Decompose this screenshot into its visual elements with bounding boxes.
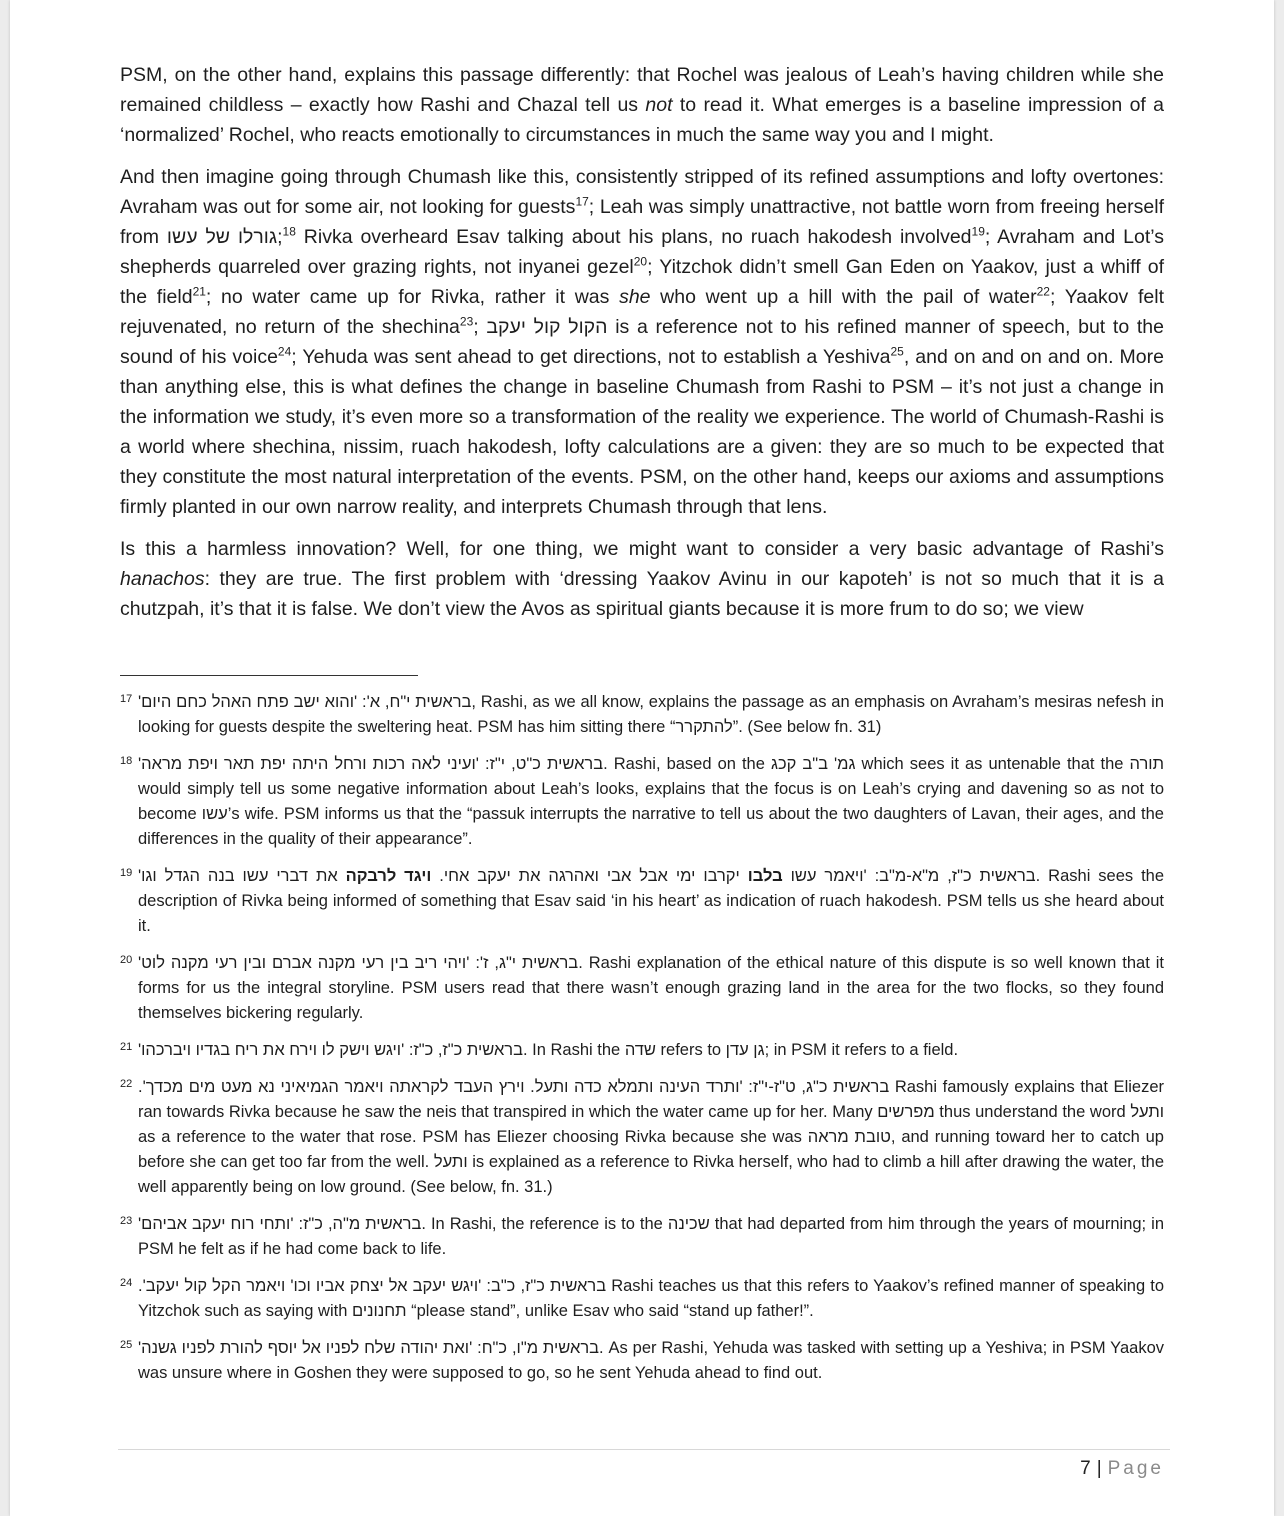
footnote-number: 25 — [120, 1339, 133, 1351]
footnote-ref-24[interactable]: 24 — [277, 344, 292, 359]
text-run: ; Leah was simply unattractive, not battle worn from freeing herself from — [120, 196, 1164, 248]
footnote-25 — [120, 1336, 1164, 1386]
text-run: . In Rashi the — [523, 1041, 625, 1059]
footnote-ref-21[interactable]: 21 — [192, 284, 206, 299]
hebrew-text: בראשית כ"ז, כ"ז: 'ויגש וישק לו וירח את ריח בגדיו ויברכהו' — [138, 1041, 523, 1059]
text-run: , Rashi, as we all know, explains the passage as an emphasis on Avraham’s mesiras nefesh in looking for guests despite the sweltering heat. PSM has him sitting there “ — [138, 693, 1164, 736]
footnote-ref-22[interactable]: 22 — [1036, 284, 1050, 299]
footnote-number: 17 — [120, 693, 133, 705]
footnote-18 — [120, 752, 1164, 852]
hebrew-text: טובת מראה — [807, 1128, 891, 1146]
text-run: . In Rashi, the reference is to the — [421, 1215, 668, 1233]
text-run: is explained as a reference to Rivka herself, who had to climb a hill after drawing the water, the well apparently being on low ground. (See below, fn. 31.) — [138, 1153, 1165, 1196]
text-run: would simply tell us some negative information about Leah’s looks, explains that the focus is on Leah’s crying and davening so as not to become — [138, 780, 1164, 823]
hebrew-text: בראשית כ"ז, מ"א-מ"ב: 'ויאמר עשו — [782, 867, 1036, 885]
text-run: ; Avraham and Lot’s shepherds quarreled over grazing rights, not inyanei gezel — [120, 226, 1164, 278]
text-run: to read it. What emerges is a baseline impression of a ‘normalized’ Rochel, who reacts emotionally to circumstances in much the same way you and I might. — [120, 94, 1165, 146]
hebrew-bold-text: בלבו — [747, 867, 783, 885]
text-run: , and on and on and on. More than anything else, this is what defines the change in baseline Chumash from Rashi to PSM – it’s not just a change in the information we study, it’s even more so a transformation of the reality we experience. The world of Chumash-Rashi is a world where shechina, nissim, ruach hakodesh, lofty calculations are a given: they are so much to be expected that they constitute the most natural interpretation of the events. PSM, on the other hand, keeps our axioms and assumptions firmly planted in our own narrow reality, and interprets Chumash through that lens. — [120, 346, 1164, 518]
hebrew-text: גמ' ב"ב קכג — [770, 755, 856, 773]
footnote-20 — [120, 951, 1164, 1026]
text-run: refers to — [655, 1041, 726, 1059]
footnote-ref-20[interactable]: 20 — [633, 254, 648, 269]
paragraph-2 — [120, 162, 1164, 522]
document-page — [10, 0, 1274, 1516]
hebrew-text: להתקרר — [675, 718, 733, 736]
text-run: Is this a harmless innovation? Well, for one thing, we might want to consider a very basic advantage of Rashi’s — [120, 538, 1164, 560]
footnote-number: 24 — [120, 1277, 133, 1289]
hebrew-text: בראשית כ"ט, י"ז: 'ועיני לאה רכות ורחל היתה יפת תאר ויפת מראה' — [138, 755, 604, 773]
text-run: And then imagine going through Chumash like this, consistently stripped of its refined assumptions and lofty overtones: Avraham was out for some air, not looking for guests — [120, 166, 1164, 218]
paragraph-1 — [120, 60, 1164, 150]
footnote-number: 19 — [120, 867, 133, 879]
text-run: ; in PSM it refers to a field. — [764, 1041, 959, 1059]
hebrew-text: גורלו של עשו — [166, 226, 278, 248]
text-run: Rashi teaches us that this refers to Yaakov’s refined manner of speaking to Yitzchok such as saying with — [138, 1277, 1164, 1320]
text-run: as a reference to the water that rose. PSM has Eliezer choosing Rivka because she was — [138, 1128, 808, 1146]
hebrew-text: הקול קול יעקב — [486, 316, 608, 338]
text-run: is a reference not to his refined manner of speech, but to the sound of his voice — [120, 316, 1164, 368]
footnote-ref-25[interactable]: 25 — [890, 344, 904, 359]
hebrew-text: ותעל — [433, 1153, 468, 1171]
page-footer — [1080, 1457, 1164, 1481]
hebrew-text: מפרשים — [877, 1103, 935, 1121]
footnote-19 — [120, 864, 1164, 939]
text-run: ; — [277, 226, 283, 248]
text-run: that had departed from him through the years of mourning; in PSM he felt as if he had come back to life. — [138, 1215, 1164, 1258]
page-separator: | — [1096, 1458, 1102, 1479]
footnote-17 — [120, 690, 1164, 740]
text-run: . Rashi explanation of the ethical nature of this dispute is so well known that it forms for us the integral storyline. PSM users read that there wasn’t enough grazing land in the area for the two flocks, so they found themselves bickering regularly. — [138, 954, 1165, 1022]
footnote-number: 22 — [120, 1078, 133, 1090]
footnote-separator — [120, 675, 418, 676]
hebrew-text: בראשית מ"ו, כ"ח: 'ואת יהודה שלח לפניו אל יוסף להורת לפניו גשנה' — [138, 1339, 600, 1357]
footnote-number: 21 — [120, 1041, 133, 1053]
text-run: thus understand the word — [934, 1103, 1131, 1121]
hebrew-text: שכינה — [667, 1215, 710, 1233]
hebrew-quote — [138, 867, 1036, 885]
text-run: , and running toward her to catch up before she can get too far from the well. — [138, 1128, 1164, 1171]
text-run: ; Yitzchok didn’t smell Gan Eden on Yaakov, just a whiff of the field — [120, 256, 1164, 308]
hebrew-text: בראשית י"ג, ז': 'ויהי ריב בין רעי מקנה אברם ובין רעי מקנה לוט' — [138, 954, 579, 972]
page-number: 7 — [1080, 1458, 1091, 1479]
text-run: . As per Rashi, Yehuda was tasked with setting up a Yeshiva; in PSM Yaakov was unsure where in Goshen they were supposed to go, so he sent Yehuda ahead to find out. — [138, 1339, 1164, 1382]
footnote-21 — [120, 1038, 1164, 1063]
hebrew-bold-text: ויגד לרבקה — [345, 867, 432, 885]
emphasis: not — [645, 94, 673, 116]
text-run: Rashi famously explains that Eliezer ran towards Rivka because he saw the neis that transpired in which the water came up for her. Many — [138, 1078, 1164, 1121]
text-run: ; — [473, 316, 487, 338]
text-run: PSM, on the other hand, explains this passage differently: that Rochel was jealous of Leah’s having children while she remained childless – exactly how Rashi and Chazal tell us — [120, 64, 1164, 116]
footnote-number: 23 — [120, 1215, 133, 1227]
footnote-24 — [120, 1274, 1164, 1324]
text-run: which sees it as untenable that the — [855, 755, 1130, 773]
emphasis: she — [619, 286, 651, 308]
footnote-ref-18[interactable]: 18 — [282, 224, 296, 239]
footnote-ref-23[interactable]: 23 — [459, 314, 474, 329]
hebrew-text: גן עדן — [725, 1041, 765, 1059]
emphasis: hanachos — [120, 568, 205, 590]
hebrew-text: ותעל — [1130, 1103, 1165, 1121]
hebrew-text: בראשית מ"ה, כ"ז: 'ותחי רוח יעקב אביהם' — [138, 1215, 422, 1233]
text-run: ; no water came up for Rivka, rather it was — [205, 286, 620, 308]
hebrew-text: בראשית כ"ג, ט"ז-י"ז: 'ותרד העינה ותמלא כדה ותעל. וירץ העבד לקראתה ויאמר הגמיאיני נא מעט מים מכדך'. — [138, 1078, 890, 1096]
hebrew-text: בראשית כ"ז, כ"ב: 'ויגש יעקב אל יצחק אביו וכו' ויאמר הקל קול יעקב'. — [138, 1277, 607, 1295]
text-run: : they are true. The first problem with ‘dressing Yaakov Avinu in our kapoteh’ is not so much that it is a chutzpah, it’s that it is false. We don’t view the Avos as spiritual giants because it is more frum to do so; we view — [120, 568, 1164, 620]
hebrew-text: את דברי עשו בנה הגדל וגו' — [138, 867, 346, 885]
text-run: . Rashi, based on the — [603, 755, 771, 773]
text-run: “please stand”, unlike Esav who said “stand up father!”. — [406, 1302, 814, 1320]
text-run: who went up a hill with the pail of water — [650, 286, 1037, 308]
footnotes — [120, 690, 1164, 1398]
text-run: ’s wife. PSM informs us that the “passuk interrupts the narrative to tell us about the two daughters of Lavan, their ages, and the differences in the quality of their appearance”. — [138, 805, 1164, 848]
body-text — [120, 60, 1164, 636]
text-run: ; Yaakov felt rejuvenated, no return of the shechina — [120, 286, 1164, 338]
footnote-22 — [120, 1075, 1164, 1200]
text-run: ; Yehuda was sent ahead to get directions, not to establish a Yeshiva — [291, 346, 891, 368]
hebrew-text: תורה — [1129, 755, 1164, 773]
footnote-ref-17[interactable]: 17 — [575, 194, 589, 209]
paragraph-3 — [120, 534, 1164, 624]
footnote-number: 20 — [120, 954, 133, 966]
hebrew-text: שדה — [624, 1041, 656, 1059]
hebrew-text: יקרבו ימי אבל אבי ואהרגה את יעקב אחי. — [431, 867, 748, 885]
hebrew-text: תחנונים — [351, 1302, 407, 1320]
page-label: Page — [1107, 1458, 1164, 1479]
footer-rule — [118, 1449, 1170, 1450]
text-run: ”. (See below fn. 31) — [732, 718, 882, 736]
hebrew-text: עשו — [201, 805, 228, 823]
text-run: Rivka overheard Esav talking about his plans, no ruach hakodesh involved — [295, 226, 972, 248]
footnote-ref-19[interactable]: 19 — [971, 224, 985, 239]
hebrew-text: בראשית י"ח, א': 'והוא ישב פתח האהל כחם היום' — [138, 693, 472, 711]
footnote-23 — [120, 1212, 1164, 1262]
footnote-number: 18 — [120, 755, 133, 767]
text-run: . Rashi sees the description of Rivka being informed of something that Esav said ‘in his heart’ as indication of ruach hakodesh. PSM tells us she heard about it. — [138, 867, 1165, 935]
